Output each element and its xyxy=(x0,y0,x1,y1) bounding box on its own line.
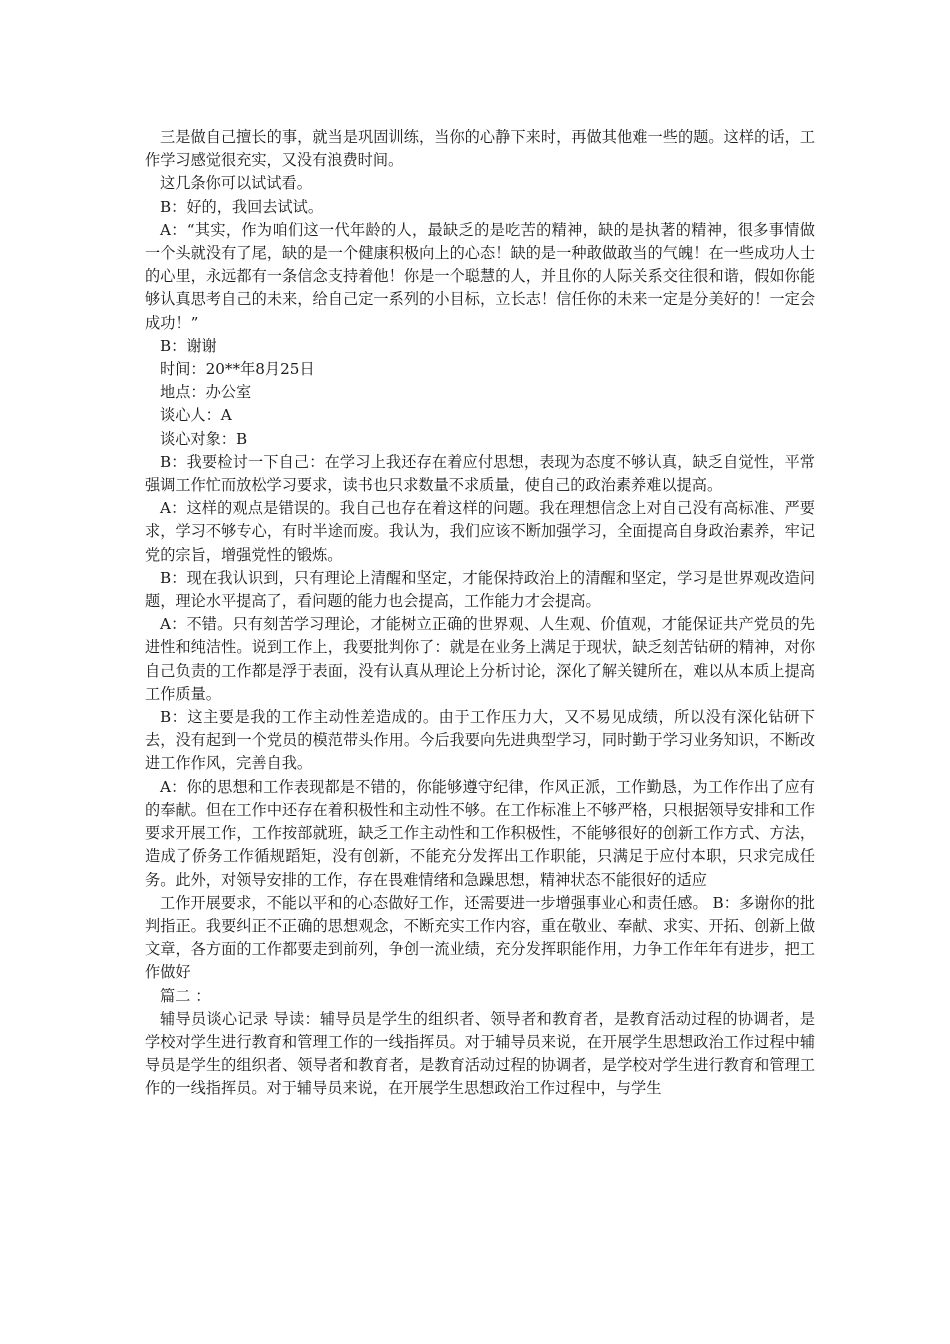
record-talker: 谈心人：A xyxy=(160,406,232,425)
paragraph-b-closing: 工作开展要求，不能以平和的心态做好工作，还需要进一步增强事业心和责任感。 B：多谢你的批判指正。我要纠正不正确的思想观念，不断充实工作内容，重在敬业、奉献、求实、开拓、创新上做文章，各方面的工作都要走到前列，争创一流业绩，充分发挥职能作用，力争工作年年有进步，把工作做好 xyxy=(145,893,815,982)
paragraph-try-these: 这几条你可以试试看。 xyxy=(160,174,312,193)
paragraph-counselor-intro: 辅导员谈心记录 导读：辅导员是学生的组织者、领导者和教育者，是教育活动过程的协调者，是学校对学生进行教育和管理工作的一线指挥员。对于辅导员来说，在开展学生思想政治工作过程中辅导员是学生的组织者、领导者和教育者，是教育活动过程的协调者，是学校对学生进行教育和管理工作的一线指挥员。对于辅导员来说，在开展学生思想政治工作过程中，与学生 xyxy=(145,1009,815,1098)
paragraph-a-evaluation: A：你的思想和工作表现都是不错的，你能够遵守纪律，作风正派，工作勤恳，为工作作出了应有的奉献。但在工作中还存在着积极性和主动性不够。在工作标准上不够严格，只根据领导安排和工作要求开展工作，工作按部就班，缺乏工作主动性和工作积极性，不能够很好的创新工作方式、方法，造成了侨务工作循规蹈矩，没有创新，不能充分发挥出工作职能，只满足于应付本职，只求完成任务。此外，对领导安排的工作，存在畏难情绪和急躁思想，精神状态不能很好的适应 xyxy=(145,777,815,889)
paragraph-a-encouragement: A：“其实，作为咱们这一代年龄的人，最缺乏的是吃苦的精神，缺的是执著的精神，很多事情做一个头就没有了尾，缺的是一个健康积极向上的心态！缺的是一种敢做敢当的气魄！在一些成功人士的心里，永远都有一条信念支持着他！你是一个聪慧的人，并且你的人际关系交往很和谐，假如你能够认真思考自己的未来，给自己定一系列的小目标，立长志！信任你的未来一定是分美好的！一定会成功！” xyxy=(145,220,815,332)
paragraph-b-self-review: B：我要检讨一下自己：在学习上我还存在着应付思想，表现为态度不够认真，缺乏自觉性，平常强调工作忙而放松学习要求，读书也只求数量不求质量，使自己的政治素养难以提高。 xyxy=(145,452,815,495)
document-body xyxy=(145,126,815,1101)
paragraph-b-improvement: B：这主要是我的工作主动性差造成的。由于工作压力大，又不易见成绩，所以没有深化钻研下去，没有起到一个党员的模范带头作用。今后我要向先进典型学习，同时勤于学习业务知识，不断改进工作作风，完善自我。 xyxy=(145,708,815,773)
paragraph-b-realization: B：现在我认识到，只有理论上清醒和坚定，才能保持政治上的清醒和坚定，学习是世界观改造问题，理论水平提高了，看问题的能力也会提高，工作能力才会提高。 xyxy=(145,568,815,611)
paragraph-a-response: A：这样的观点是错误的。我自己也存在着这样的问题。我在理想信念上对自己没有高标准、严要求，学习不够专心，有时半途而废。我认为，我们应该不断加强学习，全面提高自身政治素养，牢记党的宗旨，增强党性的锻炼。 xyxy=(145,499,815,564)
paragraph-practice-tip: 三是做自己擅长的事，就当是巩固训练，当你的心静下来时，再做其他难一些的题。这样的话，工作学习感觉很充实，又没有浪费时间。 xyxy=(145,128,815,170)
paragraph-a-criticism: A：不错。只有刻苦学习理论，才能树立正确的世界观、人生观、价值观，才能保证共产党员的先进性和纯洁性。说到工作上，我要批判你了：就是在业务上满足于现状，缺乏刻苦钻研的精神，对你自己负责的工作都是浮于表面，没有认真从理论上分析讨论，深化了解关键所在，难以从本质上提高工作质量。 xyxy=(145,615,815,703)
paragraph-b-thanks: B：谢谢 xyxy=(160,336,217,355)
record-subject: 谈心对象：B xyxy=(160,429,248,448)
record-time: 时间：20**年8月25日 xyxy=(160,360,315,379)
record-location: 地点：办公室 xyxy=(160,383,252,402)
paragraph-b-reply: B：好的，我回去试试。 xyxy=(160,197,324,216)
section-heading-part-two: 篇二 ： xyxy=(160,986,211,1005)
